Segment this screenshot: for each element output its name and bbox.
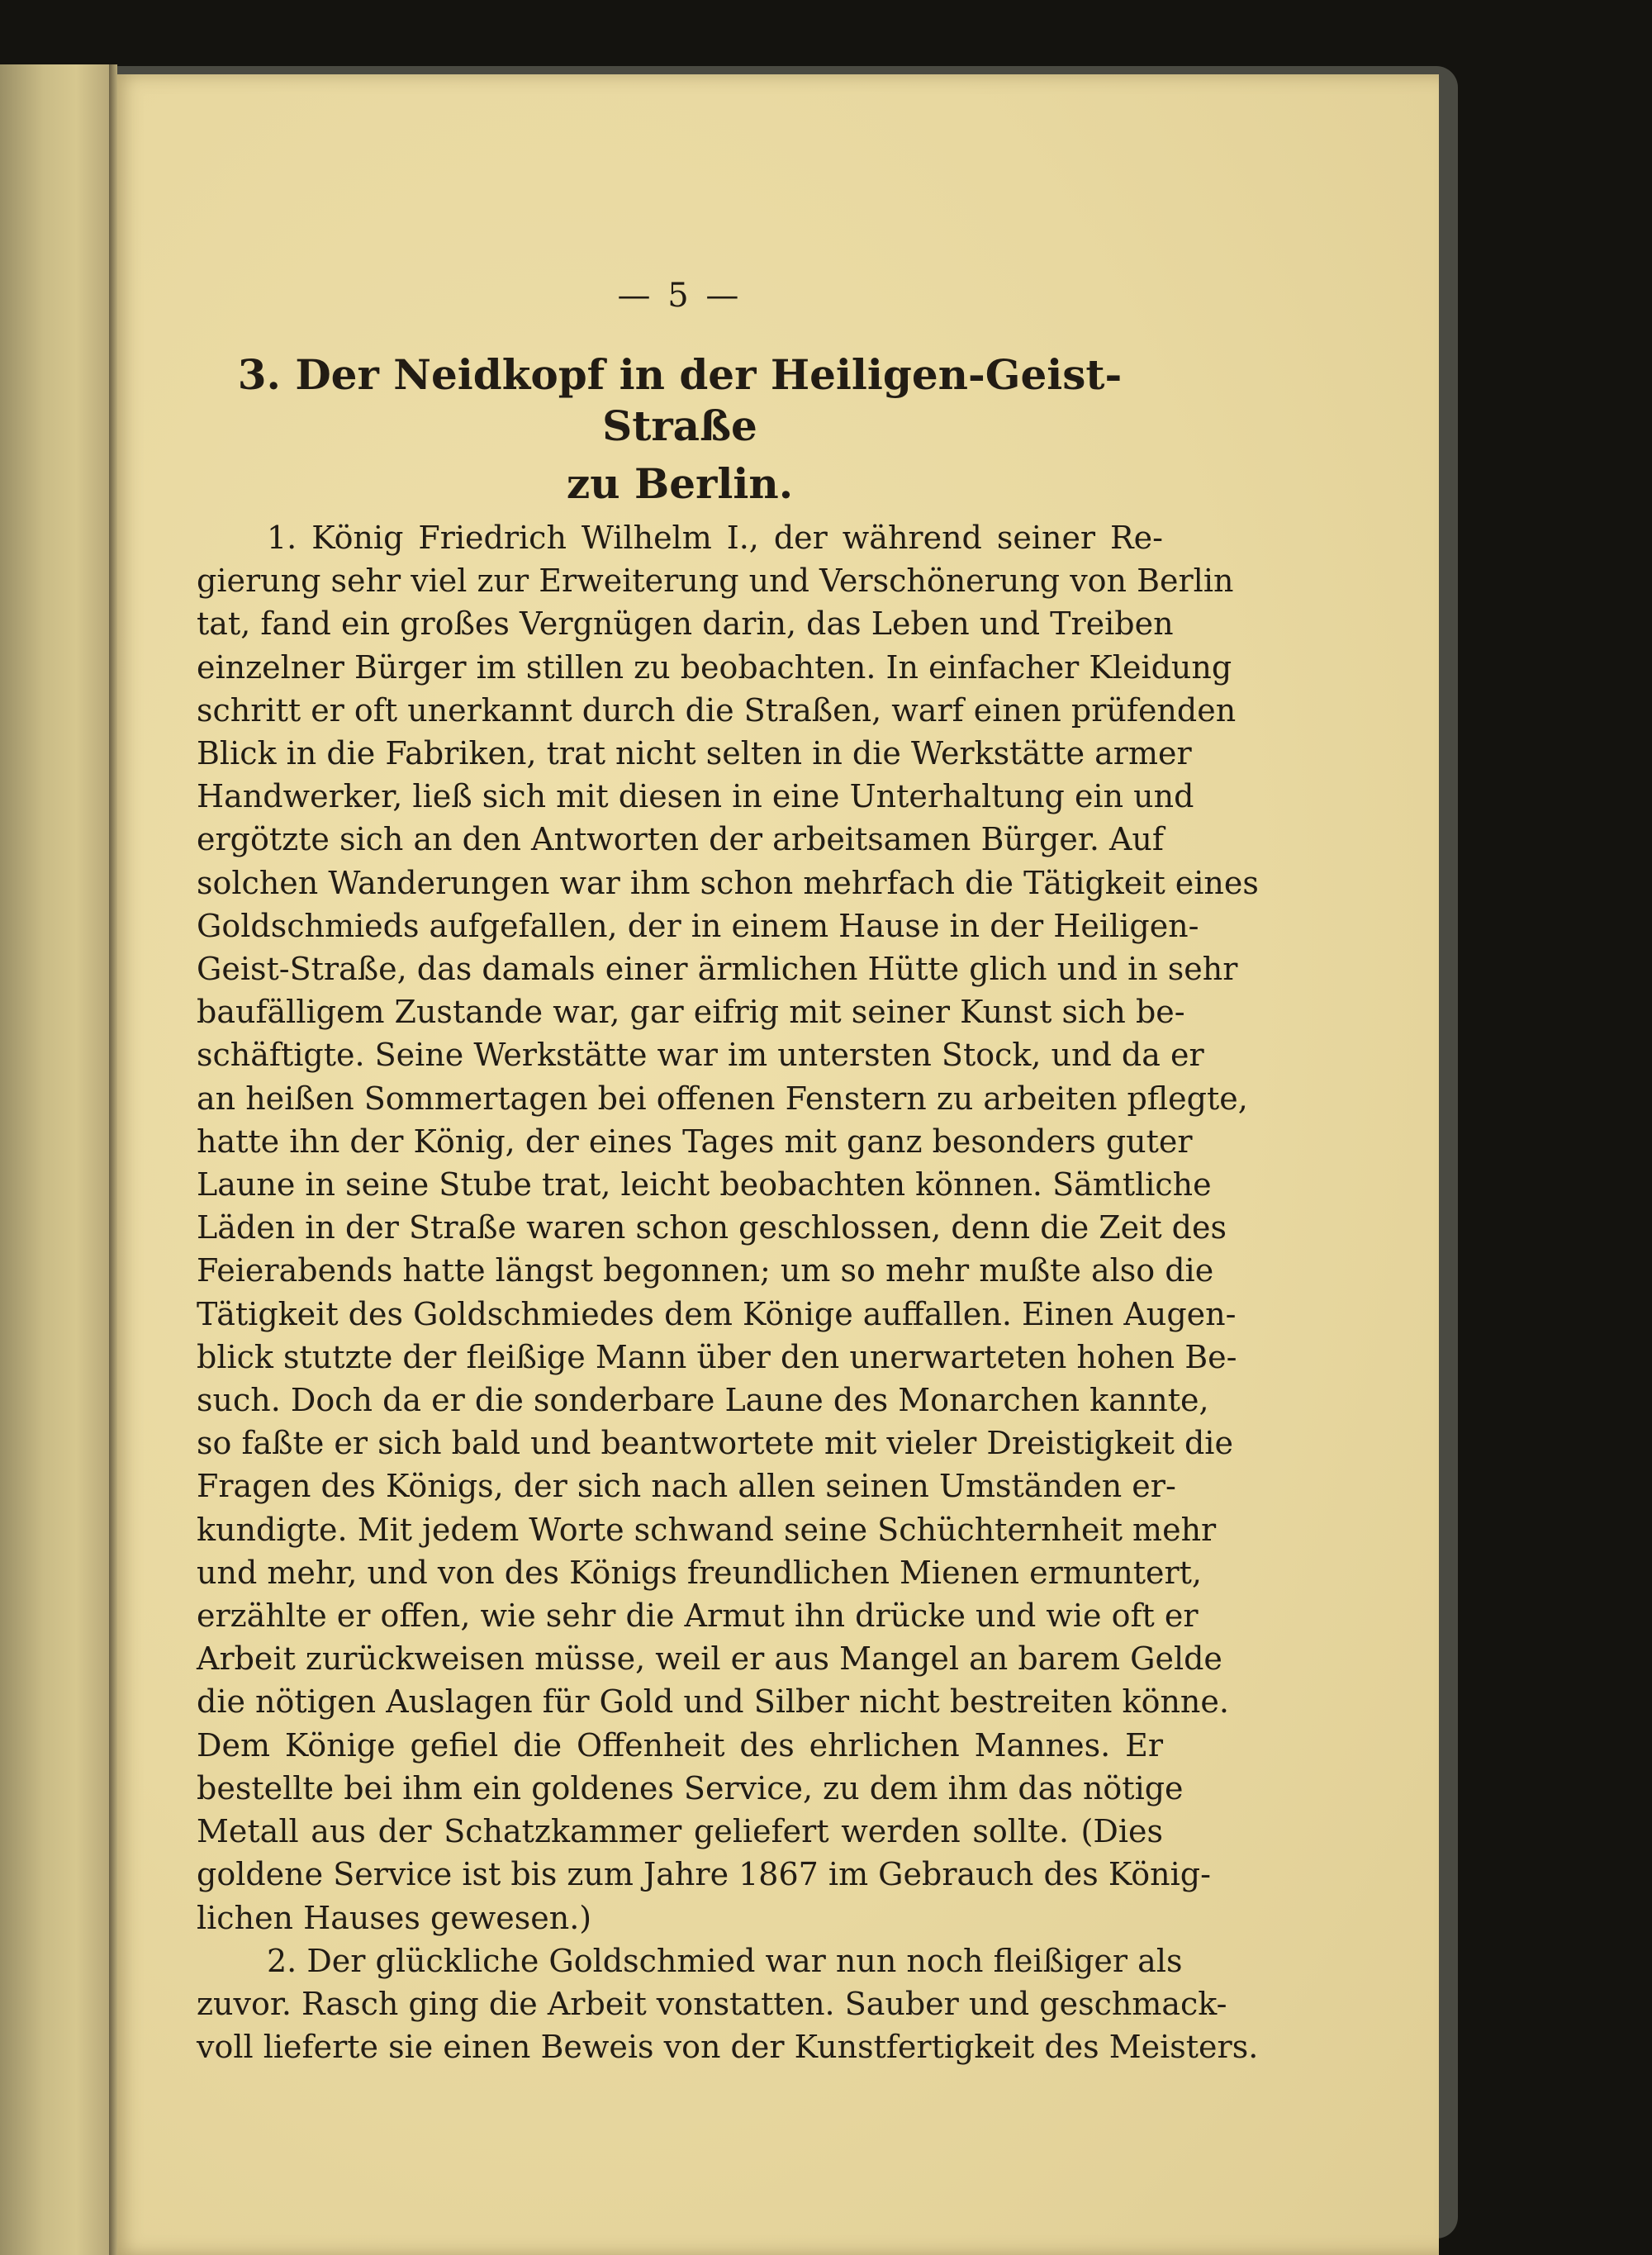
- text-line: Goldschmieds aufgefallen, der in einem Hause in der Heiligen-: [197, 907, 1199, 944]
- text-line: tat, fand ein großes Vergnügen darin, das Leben und Treiben: [197, 605, 1174, 643]
- text-line: such. Doch da er die sonderbare Laune des Monarchen kannte,: [197, 1382, 1209, 1419]
- gutter-crease: [109, 64, 117, 2255]
- text-line: kundigte. Mit jedem Worte schwand seine Schüchternheit mehr: [197, 1511, 1217, 1548]
- text-line: Dem Könige gefiel die Offenheit des ehrlichen Mannes. Er: [197, 1726, 1163, 1764]
- text-line: gierung sehr viel zur Erweiterung und Verschönerung von Berlin: [197, 563, 1234, 600]
- text-line: schritt er oft unerkannt durch die Straßen, warf einen prüfenden: [197, 691, 1237, 729]
- text-line: und mehr, und von des Königs freundlichen Mienen ermuntert,: [197, 1554, 1202, 1591]
- text-line: Tätigkeit des Goldschmiedes dem Könige auffallen. Einen Augen-: [197, 1295, 1237, 1332]
- text-line: goldene Service ist bis zum Jahre 1867 im Gebrauch des König-: [197, 1856, 1211, 1893]
- text-line: Geist-Straße, das damals einer ärmlichen Hütte glich und in sehr: [197, 951, 1238, 988]
- text-line: 2. Der glückliche Goldschmied war nun noch fleißiger als: [267, 1942, 1183, 1979]
- text-line: die nötigen Auslagen für Gold und Silber nicht bestreiten könne.: [197, 1683, 1229, 1721]
- left-page-edge: [0, 64, 109, 2255]
- text-line: 1. König Friedrich Wilhelm I., der während seiner Re-: [267, 520, 1163, 556]
- text-line: erzählte er offen, wie sehr die Armut ihn drücke und wie oft er: [197, 1597, 1199, 1635]
- text-line: lichen Hauses gewesen.): [197, 1899, 592, 1936]
- text-line: Laune in seine Stube trat, leicht beobachten können. Sämtliche: [197, 1166, 1212, 1203]
- text-line: an heißen Sommertagen bei offenen Fenstern zu arbeiten pflegte,: [197, 1080, 1248, 1117]
- text-line: bestellte bei ihm ein goldenes Service, zu dem ihm das nötige: [197, 1769, 1184, 1806]
- text-line: solchen Wanderungen war ihm schon mehrfach die Tätigkeit eines: [197, 864, 1259, 901]
- text-line: Blick in die Fabriken, trat nicht selten in die Werkstätte armer: [197, 735, 1192, 772]
- text-line: Handwerker, ließ sich mit diesen in eine Unterhaltung ein und: [197, 778, 1194, 815]
- heading-line: 3. Der Neidkopf in der Heiligen-Geist-Straße: [237, 350, 1123, 450]
- paragraph: [197, 516, 1259, 1939]
- text-line: zuvor. Rasch ging die Arbeit vonstatten. Sauber und geschmack-: [197, 1985, 1227, 2022]
- text-line: Fragen des Königs, der sich nach allen seinen Umständen er-: [197, 1468, 1176, 1505]
- text-line: ergötzte sich an den Antworten der arbeitsamen Bürger. Auf: [197, 821, 1164, 858]
- page-number: — 5 —: [617, 277, 743, 315]
- page-content: [197, 277, 1259, 2068]
- text-line: einzelner Bürger im stillen zu beobachten. In einfacher Kleidung: [197, 648, 1232, 686]
- section-heading: [197, 349, 1163, 510]
- text-line: Arbeit zurückweisen müsse, weil er aus Mangel an barem Gelde: [197, 1640, 1222, 1678]
- text-line: voll lieferte sie einen Beweis von der Kunstfertigkeit des Meisters.: [197, 2029, 1259, 2066]
- heading-line: zu Berlin.: [566, 459, 794, 508]
- text-line: blick stutzte der fleißige Mann über den unerwarteten hohen Be-: [197, 1338, 1237, 1375]
- paragraph: [197, 1939, 1259, 2069]
- text-line: baufälligem Zustande war, gar eifrig mit seiner Kunst sich be-: [197, 994, 1185, 1031]
- text-line: Metall aus der Schatzkammer geliefert werden sollte. (Dies: [197, 1813, 1163, 1850]
- text-line: so faßte er sich bald und beantwortete mit vieler Dreistigkeit die: [197, 1425, 1233, 1462]
- body-text: [197, 516, 1259, 2068]
- text-line: hatte ihn der König, der eines Tages mit ganz besonders guter: [197, 1123, 1193, 1160]
- text-line: schäftigte. Seine Werkstätte war im untersten Stock, und da er: [197, 1037, 1204, 1074]
- text-line: Feierabends hatte längst begonnen; um so mehr mußte also die: [197, 1252, 1214, 1289]
- text-line: Läden in der Straße waren schon geschlossen, denn die Zeit des: [197, 1209, 1227, 1246]
